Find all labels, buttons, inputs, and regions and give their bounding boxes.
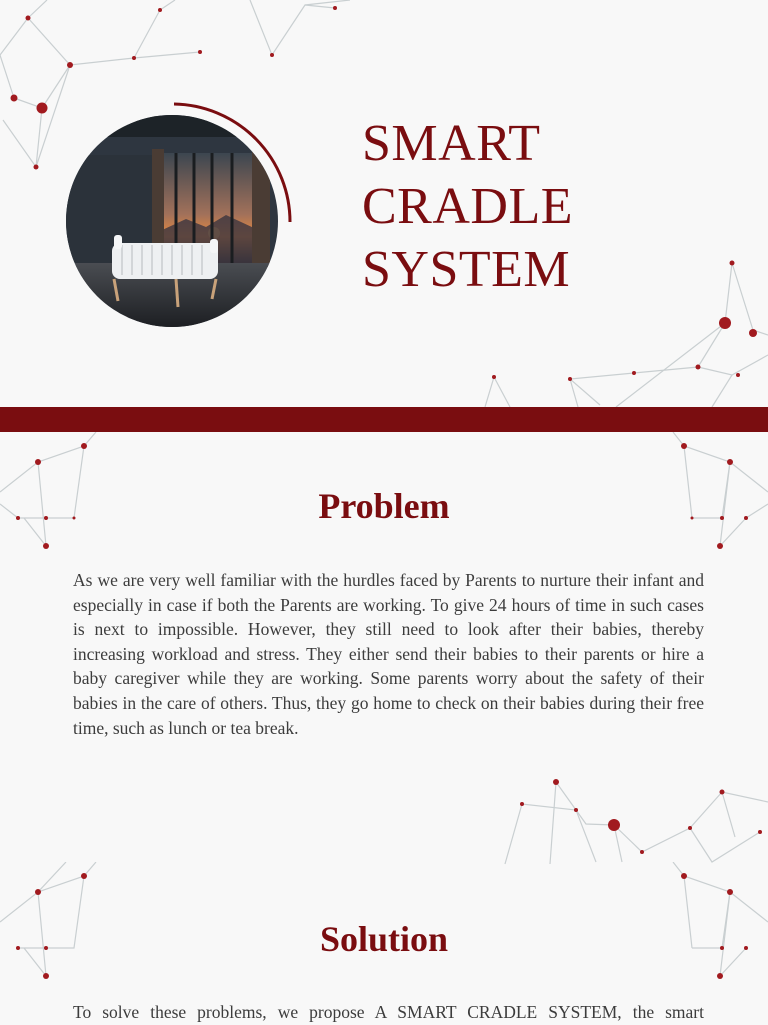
page-title — [362, 112, 573, 301]
title-line-1: SMART — [362, 115, 541, 172]
solution-paragraph: To solve these problems, we propose A SMART CRADLE SYSTEM, the smart — [73, 1002, 704, 1022]
title-line-2: CRADLE — [362, 178, 573, 235]
crib-room-photo — [66, 115, 278, 327]
network-decoration-right-lower — [500, 772, 768, 872]
problem-heading: Problem — [318, 486, 450, 526]
title-line-3: SYSTEM — [362, 241, 571, 298]
solution-heading: Solution — [319, 919, 449, 959]
network-decoration-top-center — [245, 0, 355, 60]
problem-paragraph: As we are very well familiar with the hurdles faced by Parents to nurture their infant and especially in case if both the Parents are working. To give 24 hours of time in such cases is next to impossible. However, they still need to look after their babies, thereby increasing workload and stress. They either send their babies to their parents or hire a baby caregiver while they are working. Some parents worry about the safety of their babies in the care of others. Thus, they go home to check on their babies during their free time, such as lunch or tea break. — [73, 570, 704, 738]
crib-room-photo-icon — [66, 115, 278, 327]
divider-band — [0, 407, 768, 432]
